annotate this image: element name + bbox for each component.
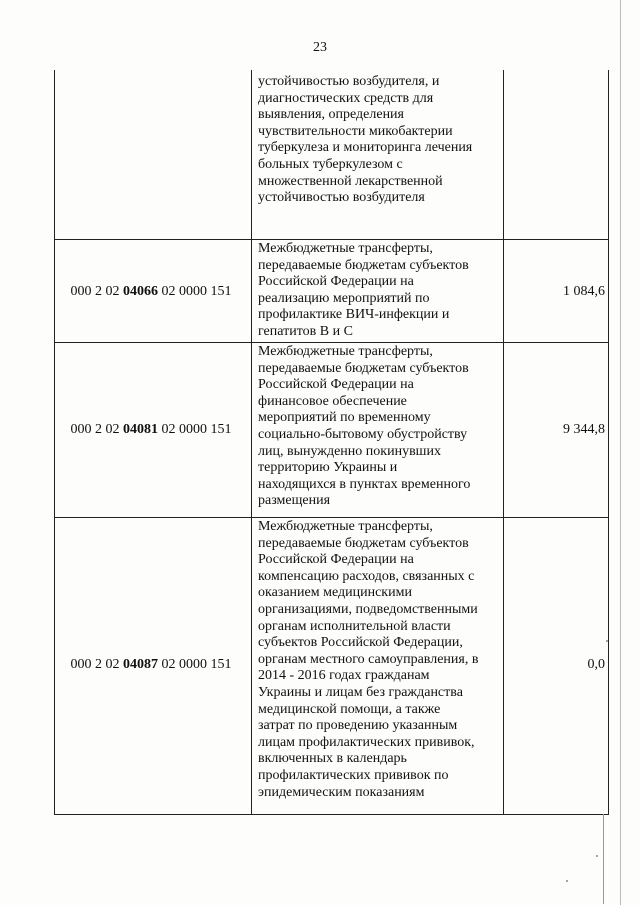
column-border xyxy=(54,517,55,814)
table-row xyxy=(0,342,640,517)
row-divider xyxy=(54,814,609,815)
classification-code: 000 2 02 04066 02 0000 151 xyxy=(70,284,232,299)
column-border xyxy=(608,239,609,342)
column-border xyxy=(251,517,252,814)
description-cell: устойчивостью возбудителя, и диагностических средств для выявления, определения чувствительности микобактерии туберкулеза и мониторинга лечения больных туберкулезом с множественной лекарственной устойчивостью возбудителя xyxy=(258,74,473,206)
column-border xyxy=(251,70,252,240)
column-border xyxy=(503,239,504,342)
scan-dot xyxy=(566,880,568,882)
column-border xyxy=(251,239,252,342)
column-border xyxy=(608,70,609,240)
column-border xyxy=(503,70,504,240)
column-border xyxy=(54,70,55,240)
scan-edge-line xyxy=(603,814,604,904)
table-row xyxy=(0,239,640,342)
amount-cell: 0,0 xyxy=(587,657,605,672)
column-border xyxy=(54,342,55,517)
column-border xyxy=(503,342,504,517)
column-border xyxy=(503,517,504,814)
amount-cell: 9 344,8 xyxy=(563,422,605,437)
description-cell: Межбюджетные трансферты, передаваемые бюджетам субъектов Российской Федерации на компенсацию расходов, связанных с оказанием медицинскими организациями, подведомственными органам исполнительной власти субъектов Российской Федерации, органам местного самоуправления, в 2014 - 2016 годах гражданам Украины и лицам без гражданства медицинской помощи, а также затрат по проведению указанным лицам профилактических прививок, включенных в календарь профилактических прививок по эпидемическим показаниям xyxy=(258,519,479,800)
scan-dot xyxy=(606,640,608,642)
description-cell: Межбюджетные трансферты, передаваемые бюджетам субъектов Российской Федерации на реализацию мероприятий по профилактике ВИЧ-инфекции и гепатитов В и С xyxy=(258,241,469,339)
amount-cell: 1 084,6 xyxy=(563,284,605,299)
table-row xyxy=(0,517,640,814)
classification-code: 000 2 02 04081 02 0000 151 xyxy=(70,422,232,437)
description-cell: Межбюджетные трансферты, передаваемые бюджетам субъектов Российской Федерации на финансовое обеспечение мероприятий по временному социально-бытовому обустройству лиц, вынужденно покинувших территорию Украины и находящихся в пунктах временного размещения xyxy=(258,344,471,509)
column-border xyxy=(608,342,609,517)
scan-edge-line xyxy=(620,0,621,905)
table-row-continuation xyxy=(0,70,640,240)
scan-dot xyxy=(596,855,598,857)
classification-code: 000 2 02 04087 02 0000 151 xyxy=(70,657,232,672)
column-border xyxy=(608,517,609,814)
column-border xyxy=(54,239,55,342)
page-number: 23 xyxy=(313,40,327,55)
column-border xyxy=(251,342,252,517)
